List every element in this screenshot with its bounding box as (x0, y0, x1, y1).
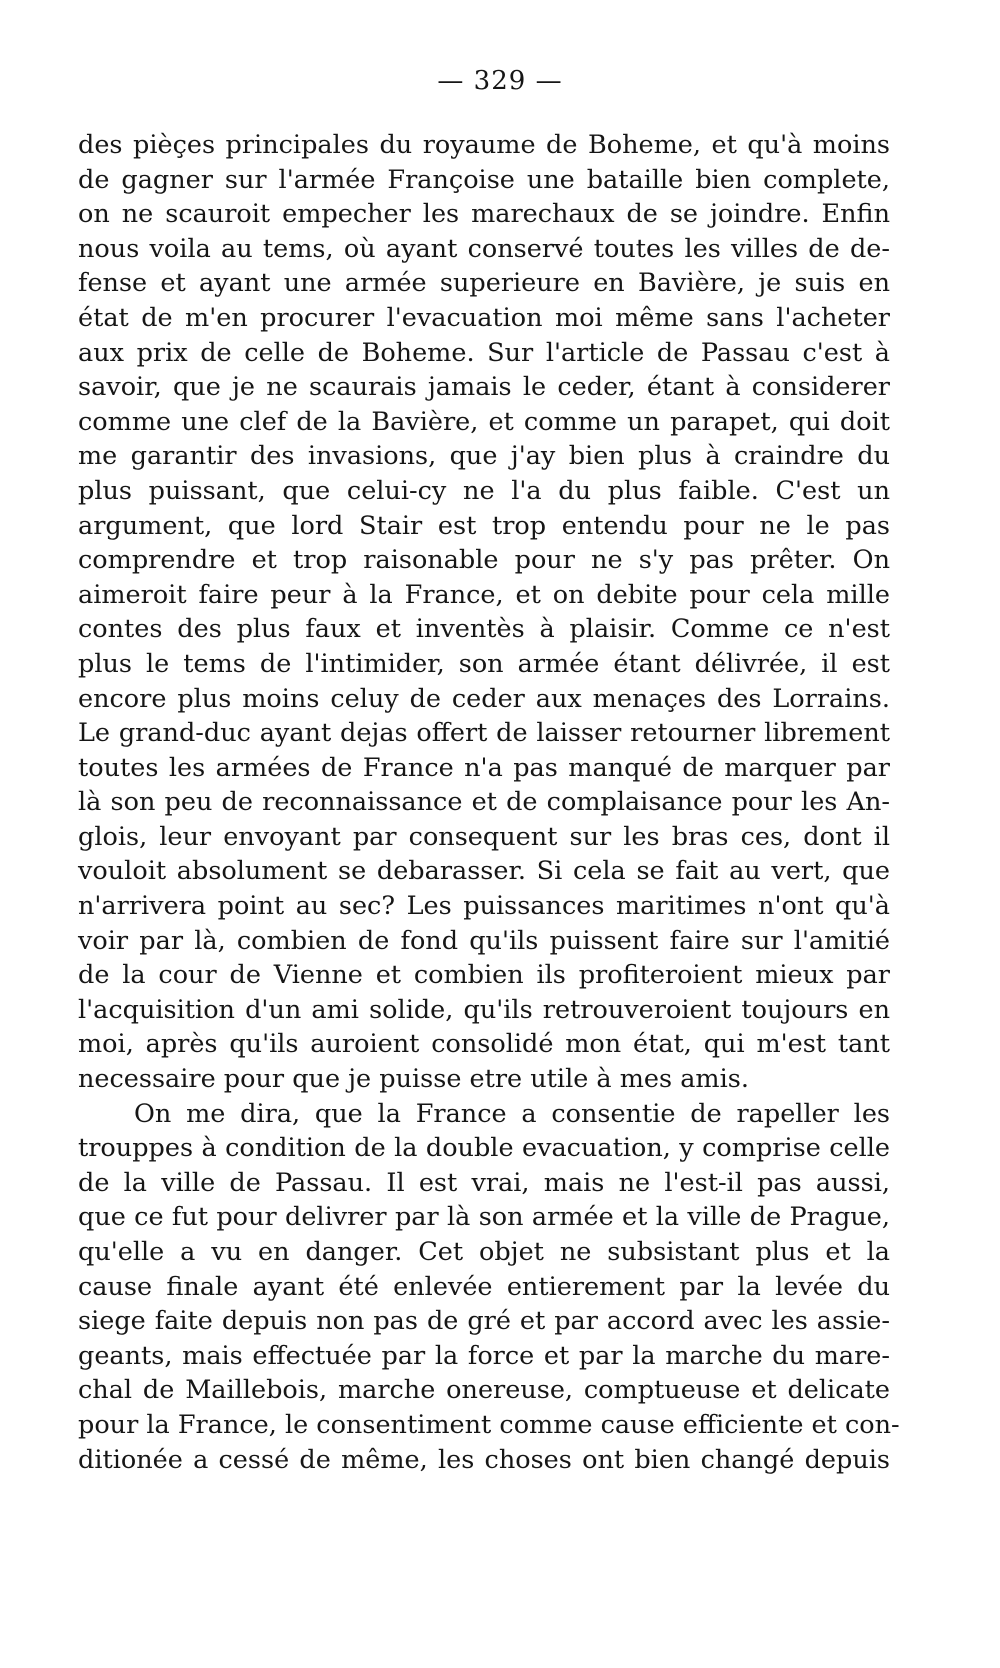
text-line: trouppes à condition de la double evacuation, y comprise celle (78, 1133, 890, 1164)
text-line: chal de Maillebois, marche onereuse, comptueuse et delicate (78, 1375, 890, 1406)
text-line: fense et ayant une armée superieure en Bavière, je suis en (78, 268, 890, 299)
text-line: voir par là, combien de fond qu'ils puissent faire sur l'amitié (78, 925, 890, 956)
text-line: aux prix de celle de Boheme. Sur l'article de Passau c'est à (78, 337, 890, 368)
text-line: contes des plus faux et inventès à plaisir. Comme ce n'est (78, 614, 890, 645)
text-line: Le grand-duc ayant dejas offert de laisser retourner librement (78, 718, 890, 749)
text-line: comme une clef de la Bavière, et comme un parapet, qui doit (78, 406, 890, 437)
text-line: savoir, que je ne scaurais jamais le ceder, étant à considerer (78, 372, 890, 403)
text-line: là son peu de reconnaissance et de complaisance pour les An- (78, 787, 890, 818)
text-line: qu'elle a vu en danger. Cet objet ne subsistant plus et la (78, 1237, 890, 1267)
text-line: de la ville de Passau. Il est vrai, mais ne l'est-il pas aussi, (78, 1167, 890, 1198)
page-number: — 329 — (437, 66, 563, 96)
text-line: glois, leur envoyant par consequent sur les bras ces, dont il (78, 821, 890, 852)
text-line: pour la France, le consentiment comme cause efficiente et con- (78, 1409, 900, 1440)
paragraph-2 (78, 1097, 900, 1478)
text-line: toutes les armées de France n'a pas manqué de marquer par (78, 752, 890, 783)
text-line: de la cour de Vienne et combien ils profiteroient mieux par (78, 960, 890, 991)
text-line: on ne scauroit empecher les marechaux de se joindre. Enfin (78, 199, 890, 230)
text-line: des pièçes principales du royaume de Boheme, et qu'à moins (78, 130, 890, 160)
text-line: siege faite depuis non pas de gré et par accord avec les assie- (78, 1306, 890, 1337)
paragraph-1 (78, 128, 890, 1097)
text-line: plus puissant, que celui-cy ne l'a du plus faible. C'est un (78, 475, 890, 506)
text-line: n'arrivera point au sec? Les puissances maritimes n'ont qu'à (78, 891, 890, 922)
text-line: geants, mais effectuée par la force et par la marche du mare- (78, 1340, 890, 1371)
text-line: necessaire pour que je puisse etre utile à mes amis. (78, 1064, 749, 1095)
text-line: encore plus moins celuy de ceder aux menaçes des Lorrains. (78, 683, 890, 714)
text-line: aimeroit faire peur à la France, et on debite pour cela mille (78, 579, 890, 610)
text-line: cause finale ayant été enlevée entierement par la levée du (78, 1271, 890, 1302)
text-line: vouloit absolument se debarasser. Si cela se fait au vert, que (78, 856, 890, 887)
text-line: moi, après qu'ils auroient consolidé mon état, qui m'est tant (78, 1029, 890, 1060)
text-line: comprendre et trop raisonable pour ne s'y pas prêter. On (78, 545, 890, 576)
body-text (78, 128, 900, 1477)
text-line: que ce fut pour delivrer par là son armée et la ville de Prague, (78, 1202, 890, 1233)
text-line: argument, que lord Stair est trop entendu pour ne le pas (78, 510, 890, 541)
text-line: de gagner sur l'armée Françoise une bataille bien complete, (78, 164, 890, 195)
text-line: plus le tems de l'intimider, son armée étant délivrée, il est (78, 648, 890, 679)
text-line: ditionée a cessé de même, les choses ont bien changé depuis (78, 1444, 890, 1475)
text-line: l'acquisition d'un ami solide, qu'ils retrouveroient toujours en (78, 994, 890, 1025)
text-line: me garantir des invasions, que j'ay bien plus à craindre du (78, 441, 890, 472)
text-line: On me dira, que la France a consentie de rapeller les (134, 1098, 890, 1129)
text-line: état de m'en procurer l'evacuation moi même sans l'acheter (78, 302, 890, 333)
text-line: nous voila au tems, où ayant conservé toutes les villes de de- (78, 233, 890, 264)
